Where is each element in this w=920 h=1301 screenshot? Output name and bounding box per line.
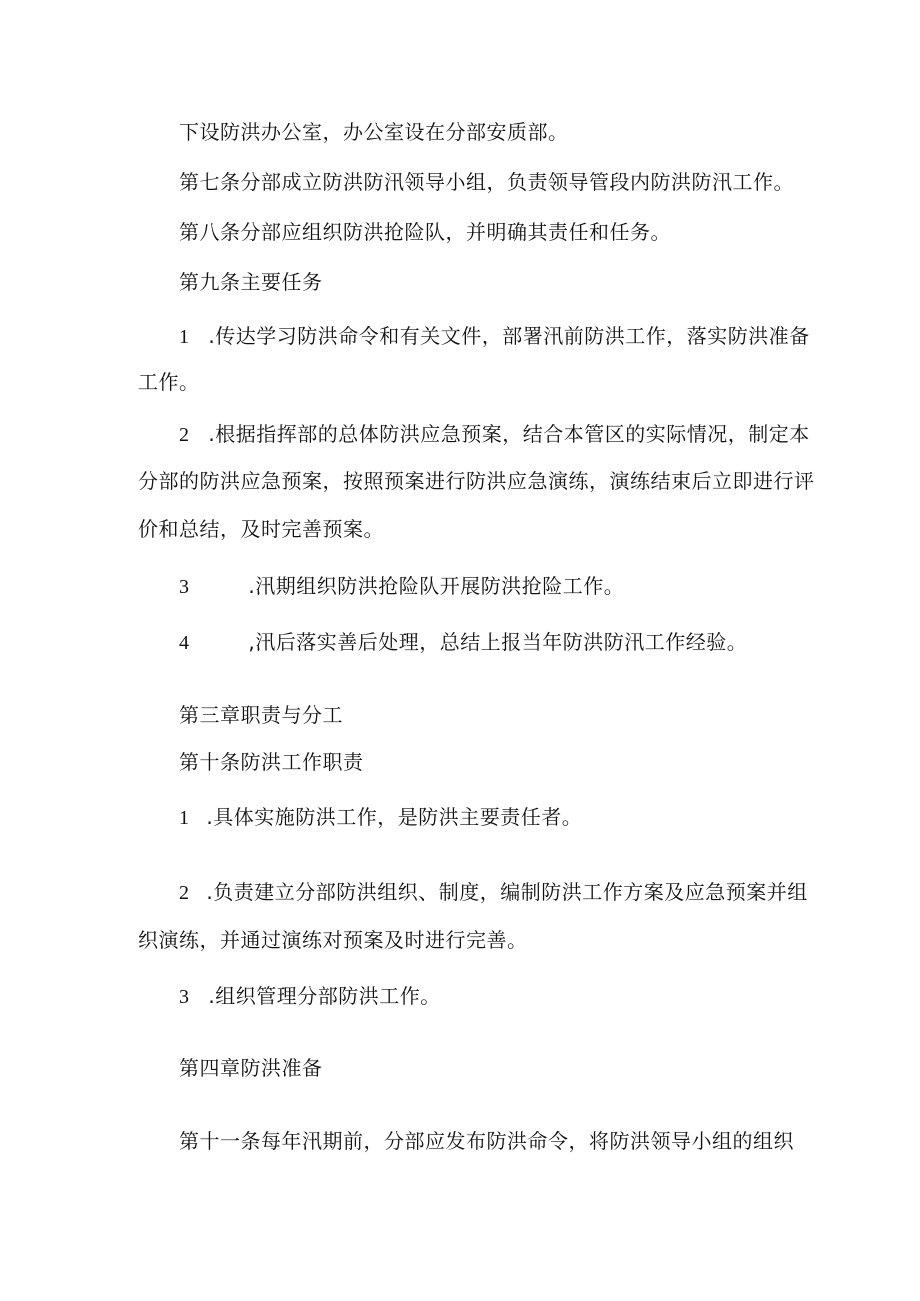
paragraph: 下设防洪办公室，办公室设在分部安质部。 bbox=[179, 120, 569, 144]
article-7: 第七条分部成立防洪防汛领导小组，负责领导管段内防洪防汛工作。 bbox=[179, 170, 794, 194]
duty-item-2 bbox=[179, 878, 808, 907]
task-item-3 bbox=[179, 572, 624, 601]
duty-item-2-line2: 织演练，并通过演练对预案及时进行完善。 bbox=[138, 928, 528, 952]
duty-item-1 bbox=[179, 803, 582, 832]
article-9-heading: 第九条主要任务 bbox=[179, 270, 323, 294]
duty-item-3-number: 3 bbox=[179, 986, 190, 1008]
task-item-2 bbox=[179, 420, 810, 449]
task-item-4-number: 4 bbox=[179, 632, 190, 654]
article-10-heading: 第十条防洪工作职责 bbox=[179, 750, 364, 774]
duty-item-2-line1: .负责建立分部防洪组织、制度，编制防洪工作方案及应急预案并组 bbox=[206, 880, 808, 904]
chapter-4-heading: 第四章防洪准备 bbox=[179, 1056, 323, 1080]
article-11: 第十一条每年汛期前，分部应发布防洪命令，将防洪领导小组的组织 bbox=[179, 1129, 794, 1153]
task-item-3-text: .汛期组织防洪抢险队开展防洪抢险工作。 bbox=[248, 574, 625, 598]
task-item-4 bbox=[179, 628, 747, 657]
duty-item-2-number: 2 bbox=[179, 882, 190, 904]
task-item-2-line2: 分部的防洪应急预案，按照预案进行防洪应急演练，演练结束后立即进行评 bbox=[138, 469, 815, 493]
duty-item-3-text: .组织管理分部防洪工作。 bbox=[208, 984, 441, 1008]
task-item-2-line3: 价和总结，及时完善预案。 bbox=[138, 517, 384, 541]
task-item-1-line1: .传达学习防洪命令和有关文件，部署汛前防洪工作，落实防洪准备 bbox=[208, 324, 810, 348]
task-item-2-number: 2 bbox=[179, 424, 190, 446]
duty-item-3 bbox=[179, 982, 441, 1011]
task-item-3-number: 3 bbox=[179, 576, 190, 598]
chapter-3-heading: 第三章职责与分工 bbox=[179, 703, 343, 727]
duty-item-1-text: .具体实施防洪工作，是防洪主要责任者。 bbox=[206, 805, 583, 829]
task-item-1-line2: 工作。 bbox=[138, 370, 200, 394]
task-item-2-line1: .根据指挥部的总体防洪应急预案，结合本管区的实际情况，制定本 bbox=[208, 422, 810, 446]
task-item-4-text: ,汛后落实善后处理，总结上报当年防洪防汛工作经验。 bbox=[248, 630, 748, 654]
task-item-1-number: 1 bbox=[179, 326, 190, 348]
article-8: 第八条分部应组织防洪抢险队，并明确其责任和任务。 bbox=[179, 220, 671, 244]
duty-item-1-number: 1 bbox=[179, 807, 190, 829]
task-item-1 bbox=[179, 322, 810, 351]
